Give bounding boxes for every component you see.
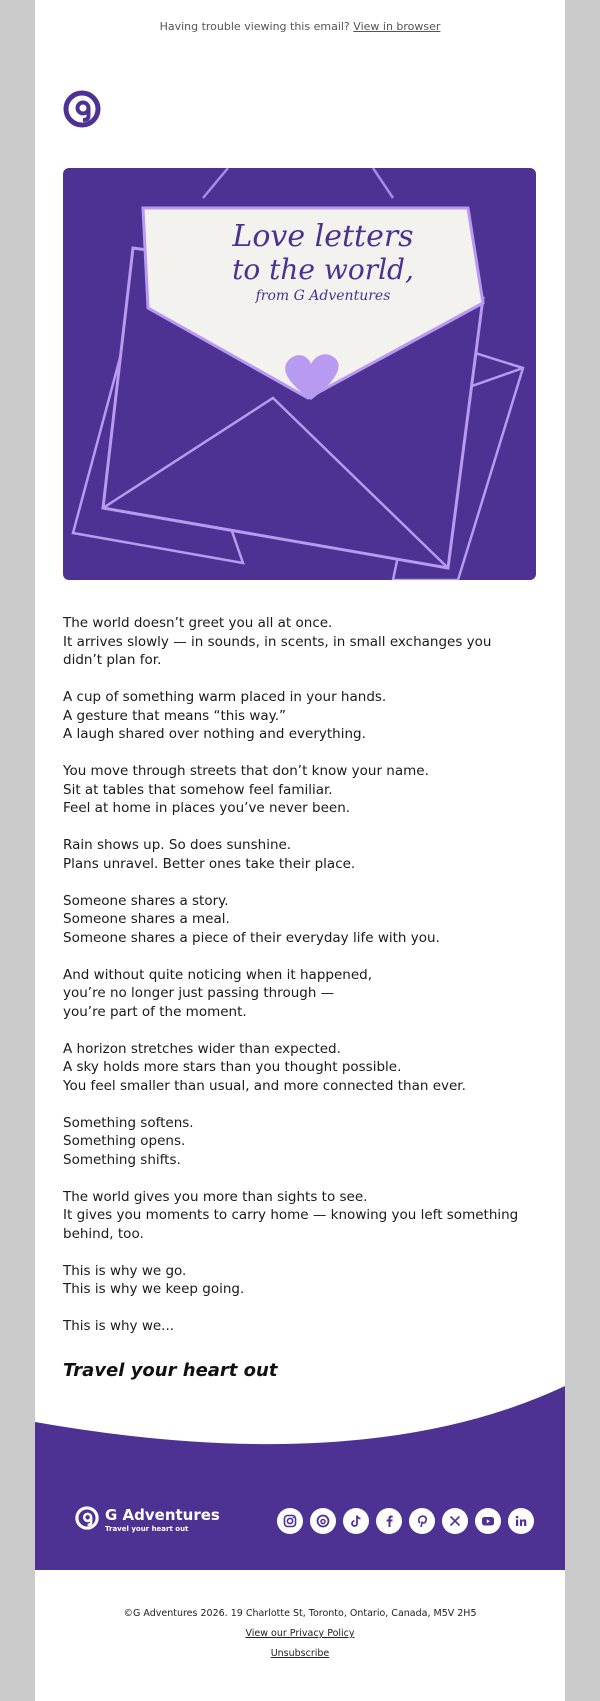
body-paragraph: Something softens. Something opens. Something shifts.: [63, 1114, 194, 1168]
view-in-browser-link[interactable]: View in browser: [353, 20, 441, 33]
footer-brand[interactable]: [75, 1505, 235, 1535]
hero-line-1: Love letters: [232, 219, 414, 254]
email-body: [63, 614, 523, 1354]
body-paragraph: This is why we go. This is why we keep going.: [63, 1262, 245, 1297]
body-paragraph: A cup of something warm placed in your hands. A gesture that means “this way.” A laugh shared over nothing and everything.: [63, 689, 387, 742]
preheader-text: Having trouble viewing this email?: [159, 20, 350, 33]
pinterest-icon[interactable]: [409, 1508, 435, 1534]
brand-logo-icon: [75, 1506, 99, 1530]
tagline: Travel your heart out: [63, 1360, 278, 1381]
body-paragraph: A horizon stretches wider than expected. A sky holds more stars than you thought possible. You feel smaller than usual, and more connected than ever.: [63, 1040, 466, 1094]
instagram-icon[interactable]: [277, 1508, 303, 1534]
body-paragraph: The world doesn’t greet you all at once. It arrives slowly — in sounds, in scents, in small exchanges you didn’t plan for.: [63, 615, 492, 668]
footer-wave-band: [35, 1380, 565, 1570]
hero-line-3: from G Adventures: [255, 288, 391, 304]
x-icon[interactable]: [442, 1508, 468, 1534]
body-paragraph: Someone shares a story. Someone shares a meal. Someone shares a piece of their everyday life with you.: [63, 892, 440, 946]
legal-footer: [35, 1604, 565, 1664]
privacy-policy-link[interactable]: View our Privacy Policy: [245, 1628, 355, 1639]
social-links: [277, 1508, 534, 1534]
body-paragraph: The world gives you more than sights to see. It gives you moments to carry home — knowing you left something behind, too.: [63, 1188, 519, 1242]
body-paragraph: And without quite noticing when it happened, you’re no longer just passing through — you’re part of the moment.: [63, 966, 372, 1020]
linkedin-icon[interactable]: [508, 1508, 534, 1534]
body-paragraph: Rain shows up. So does sunshine. Plans unravel. Better ones take their place.: [63, 837, 356, 872]
facebook-icon[interactable]: [376, 1508, 402, 1534]
hero-image[interactable]: [63, 168, 536, 580]
g-adventures-logo-icon[interactable]: [63, 90, 101, 128]
email-container: [35, 0, 565, 1701]
hero-line-2: to the world,: [232, 253, 414, 286]
preheader: [35, 20, 565, 33]
unsubscribe-link[interactable]: Unsubscribe: [270, 1648, 330, 1659]
brand-tagline: Travel your heart out: [105, 1525, 189, 1533]
legal-address: ©G Adventures 2026. 19 Charlotte St, Toronto, Ontario, Canada, M5V 2H5: [123, 1608, 477, 1619]
tiktok-icon[interactable]: [343, 1508, 369, 1534]
body-paragraph: This is why we...: [63, 1318, 175, 1334]
youtube-icon[interactable]: [475, 1508, 501, 1534]
brand-name: G Adventures: [105, 1506, 220, 1524]
threads-icon[interactable]: [310, 1508, 336, 1534]
body-paragraph: You move through streets that don’t know your name. Sit at tables that somehow feel familiar. Feel at home in places you’ve never been.: [63, 763, 429, 816]
